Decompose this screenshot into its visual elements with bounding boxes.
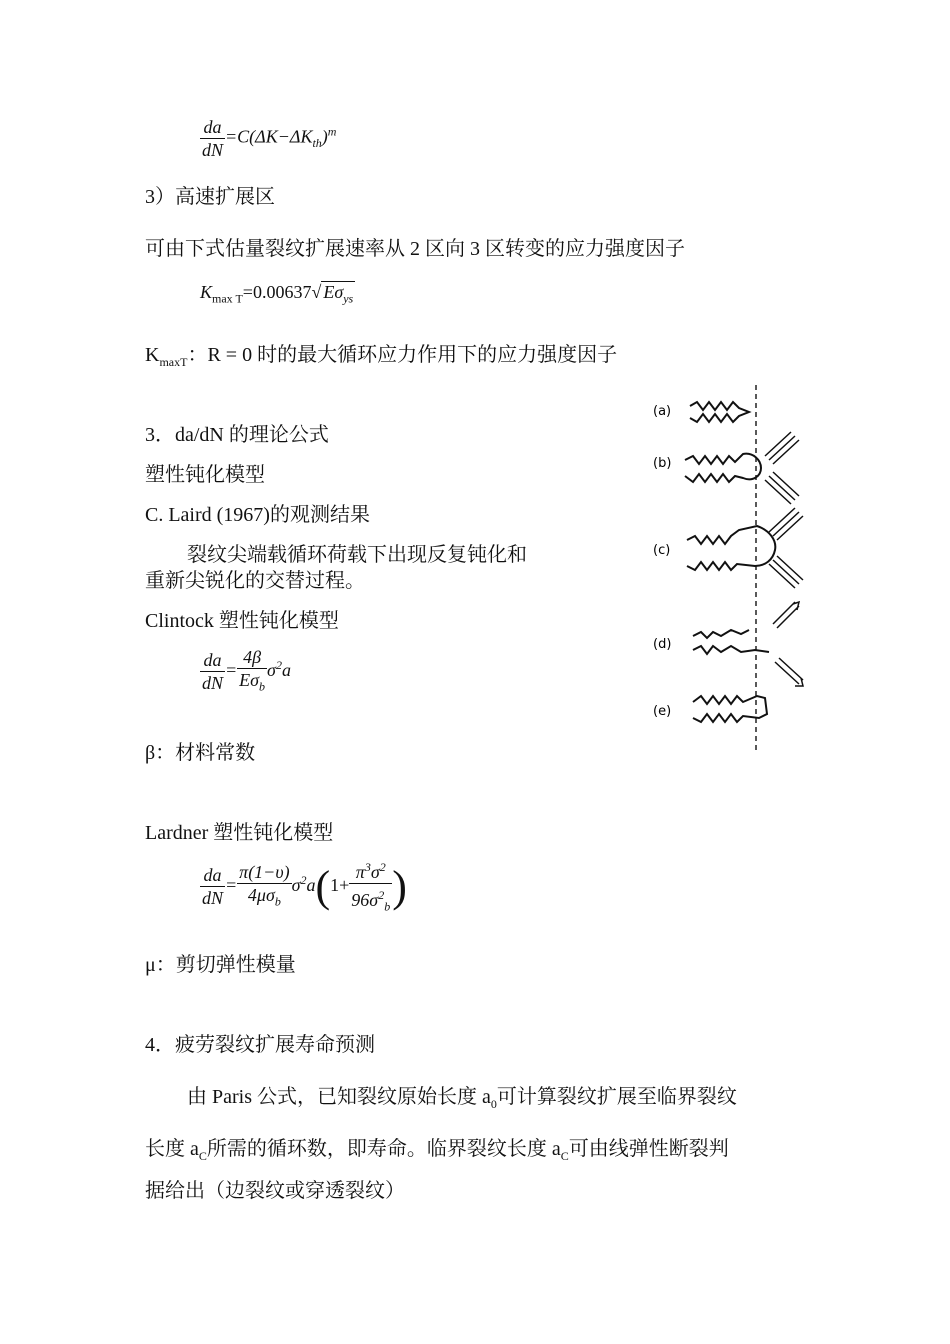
para1-sub: 0 <box>490 1097 497 1111</box>
mid: σ <box>291 874 301 895</box>
inner-num-b: σ <box>370 862 380 882</box>
sqrt-term <box>321 281 355 306</box>
para2-c: 可由线弹性断裂判 <box>568 1138 729 1160</box>
beta-definition: β：材料常数 <box>145 742 256 764</box>
fraction-inner <box>349 856 392 918</box>
plastic-blunting-label: 塑性钝化模型 <box>145 464 265 486</box>
laird-desc-1: 裂纹尖端载循环荷载下出现反复钝化和 <box>187 544 527 566</box>
tail-a: a <box>281 659 291 680</box>
clintock-title: Clintock 塑性钝化模型 <box>145 610 339 632</box>
para1-b: 可计算裂纹扩展至临界裂纹 <box>496 1086 737 1108</box>
denominator: dN <box>202 140 224 160</box>
paris-paragraph-line-1 <box>187 1084 737 1117</box>
kmaxt-text: ：R = 0 时的最大循环应力作用下的应力强度因子 <box>187 344 618 366</box>
eq2-sub: max T <box>212 291 243 306</box>
lardner-title: Lardner 塑性钝化模型 <box>145 822 334 844</box>
equation-clintock: $\frac{da}{dN}$ = $\frac{4\beta}{E\sigma_b}$ $\sigma^2a$ <box>200 646 291 698</box>
denominator <box>237 884 291 913</box>
para2-sub2: C <box>560 1149 569 1163</box>
figure-label-b: (b) <box>653 456 672 471</box>
eq1-sub: th <box>312 136 322 151</box>
eq2-k: K <box>200 282 213 302</box>
paris-paragraph-line-3: 据给出（边裂纹或穿透裂纹） <box>145 1180 405 1202</box>
heading-4: 4．疲劳裂纹扩展寿命预测 <box>145 1034 375 1056</box>
tail: σ <box>267 659 276 680</box>
inner-num-sup2: 2 <box>379 860 386 874</box>
right-paren: ) <box>392 861 407 911</box>
figure-label-d: (d) <box>653 637 672 652</box>
numerator <box>349 856 392 884</box>
mid-sup: 2 <box>300 872 307 887</box>
inner-den-sup: 2 <box>378 888 385 902</box>
paris-paragraph-line-2 <box>145 1136 729 1169</box>
transition-text: 可由下式估量裂纹扩展速率从 2 区向 3 区转变的应力强度因子 <box>145 238 685 260</box>
inner-num-sup: 3 <box>364 860 371 874</box>
inner-den: 96σ <box>351 890 379 910</box>
den-sub: b <box>259 679 266 694</box>
fraction-da-dn <box>200 649 225 694</box>
fraction-da-dn <box>200 864 225 909</box>
kmaxt-definition <box>145 342 617 375</box>
mu-definition: μ：剪切弹性模量 <box>145 954 296 976</box>
eq1-sup: m <box>327 124 337 139</box>
laird-desc-2: 重新尖锐化的交替过程。 <box>145 570 365 592</box>
denominator: dN <box>202 673 224 694</box>
numerator: da <box>200 864 225 887</box>
fraction-da-dn <box>200 116 225 161</box>
para2-a: 长度 a <box>145 1138 199 1160</box>
kmaxt-symbol: K <box>145 344 160 366</box>
crack-blunting-figure <box>645 380 825 755</box>
equation-paris-threshold <box>200 116 336 161</box>
heading-3: 3．da/dN 的理论公式 <box>145 424 329 446</box>
equation-kmaxt: $K_{max T}=0.00637√$ $E\sigma_{ys}$ <box>200 282 354 306</box>
eq1-close: ) <box>321 126 328 147</box>
eq1-rhs: =C(ΔK−ΔK <box>225 126 313 147</box>
figure-label-e: (e) <box>653 704 672 719</box>
numerator: da <box>200 116 225 139</box>
equation-lardner: $\frac{da}{dN}$ = $\frac{\pi(1-\upsilon)}{4\mu\sigma_b}$ $\sigma^2a(1+$ $\frac{\pi^3\sigma^2}{96\sigma^2_b}$ ) <box>200 856 407 918</box>
figure-label-c: (c) <box>653 543 671 558</box>
para2-b: 所需的循环数，即寿命。临界裂纹长度 a <box>206 1138 561 1160</box>
inner-num: π <box>355 862 365 882</box>
den-sub: b <box>274 894 281 909</box>
eq2-value: =0.00637 <box>242 282 312 302</box>
den-text: 4μσ <box>247 885 275 905</box>
eq2-root-sub: ys <box>343 291 354 306</box>
den-text: Eσ <box>239 670 260 690</box>
left-paren: ( <box>315 861 331 911</box>
fraction-lardner <box>237 861 291 913</box>
para2-sub: C <box>198 1149 207 1163</box>
figure-label-a: (a) <box>653 404 672 419</box>
para1-a: 由 Paris 公式，已知裂纹原始长度 a <box>187 1086 491 1108</box>
denominator <box>237 669 267 698</box>
numerator: 4β <box>237 646 267 669</box>
tail-sup: 2 <box>275 657 282 672</box>
laird-line: C. Laird (1967)的观测结果 <box>145 504 370 526</box>
section-3-title: 3）高速扩展区 <box>145 186 275 208</box>
one-plus: 1+ <box>330 874 350 895</box>
numerator: da <box>200 649 225 672</box>
fraction-clintock <box>237 646 267 698</box>
numerator: π(1−υ) <box>239 862 290 882</box>
inner-den-sub: b <box>384 899 391 914</box>
denominator <box>349 884 392 918</box>
eq2-root: Eσ <box>323 282 344 302</box>
kmaxt-sub: maxT <box>159 355 188 369</box>
denominator: dN <box>202 888 224 909</box>
mid-a: a <box>306 874 316 895</box>
